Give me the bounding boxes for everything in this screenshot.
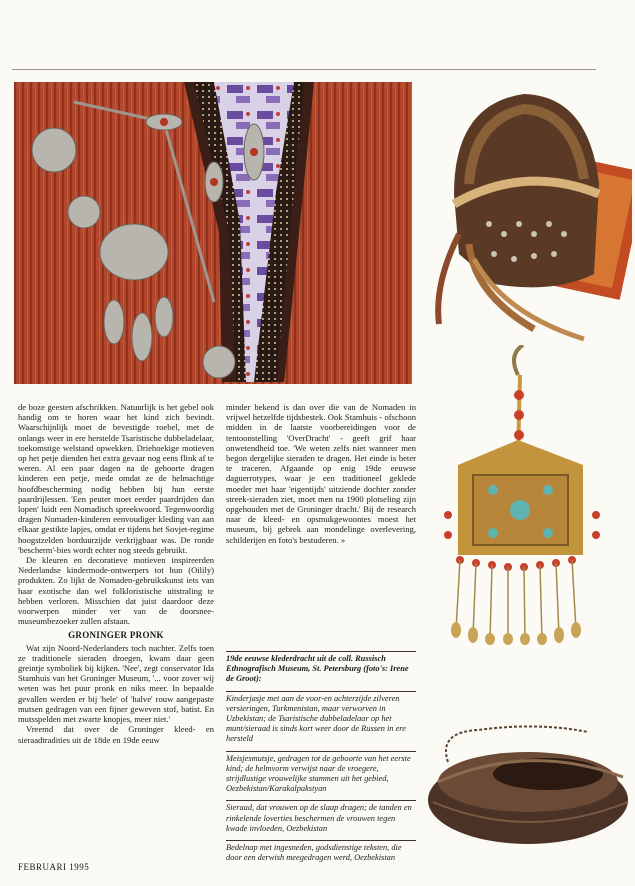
paragraph: minder bekend is dan over die van de Nomaden in vrijwel hetzelfde tijdsbestek. Ook Stamhuis - ofschoon midden in de laatste voorbereidingen voor de tentoonstelling 'OverDracht' - geeft grif haar onwetendheid toe. 'We weten zelfs niet wanneer men begon dergelijke sieraden te dragen. Het einde is beter te traceren. Afgaande op enig 19de eeuwse daguerrotypes, waar je een traditioneel geklede moeder met haar 'eigentijds' uitziende dochter zonder streek-sieraden ziet, moet men na 1900 plotseling zijn opgehouden met de Groninger dracht.' Bij de research naar de kleed- en opsmukgewoontes moest het museum, bij gebrek aan mondelinge overlevering, schilderijen en foto's bestuderen. » bbox=[226, 402, 416, 545]
article-column-middle bbox=[226, 402, 416, 545]
caption-credit: 19de eeuwse klederdracht uit de coll. Russisch Ethnografisch Museum, St. Petersburg (foto's: Irene de Groot): bbox=[226, 651, 416, 685]
caption-robe: Kinderjasje met aan de voor-en achterzijde zilveren versieringen, Turkmenistan, maar verworven in Uzbekistan; de Tsaristische dubbeladelaar op het munt/sieraad is sinds kort weer door de Russen in ere hersteld bbox=[226, 691, 416, 745]
article-column-left bbox=[18, 402, 214, 745]
top-rule bbox=[12, 69, 596, 70]
paragraph: Wat zijn Noord-Nederlanders toch nuchter. Zelfs toen ze traditionele sieraden droegen, kwam daar geen greintje symboliek bij kijken. 'Nee', zegt conservator Ida Stamhuis van het Groninger Museum, '... voor zover wij weten was het puur pronk en niks meer. In bepaalde gevallen werden er bij 'hele' of 'halve' rouw aangepaste mutsen gedragen van een fijner geweven stof, batist. En mutsspelden met zwarte knopjes, meer niet.' bbox=[18, 642, 214, 725]
section-heading: GRONINGER PRONK bbox=[68, 630, 164, 641]
caption-bowl: Bedelnap met ingesneden, godsdienstige teksten, die door een derwish meegedragen werd, Oezbekistan bbox=[226, 840, 416, 863]
photo-girls-cap bbox=[414, 84, 632, 344]
paragraph: De kleuren en decoratieve motieven inspireerden Nederlandse kindermode-ontwerpers tot hun (Oilily) produkten. Zo lijkt de Nomaden-gebruikskunst iets van haar exotische dan wel folkloristische uitstraling te hebben verloren. Misschien dat juist daardoor deze voorwerpen minder ver van de doorsnee-museumbezoeker zullen afstaan. bbox=[18, 555, 214, 627]
page-footer: FEBRUARI 1995 bbox=[18, 862, 90, 872]
caption-cap: Meisjesmutsje, gedragen tot de geboorte van het eerste kind; de helmvorm verwijst naar de vroegere, strijdlustige vrouwelijke stammen uit het gebied, Oezbekistan/Karakalpakstyan bbox=[226, 751, 416, 795]
caption-pendant: Sieraad, dat vrouwen op de slaap dragen; de tanden en rinkelende loverties beschermen de vrouwen tegen kwade invloeden, Oezbekistan bbox=[226, 800, 416, 834]
photo-begging-bowl bbox=[418, 722, 634, 850]
photo-temple-pendant bbox=[418, 345, 632, 645]
photo-child-robe bbox=[14, 82, 412, 384]
paragraph: de boze geesten afschrikken. Natuurlijk is het gebel ook handig om te horen waar het kind zich bevindt. Waarschijnlijk moet de bevestigde roebel, met de onlangs weer in ere herstelde Tsaristische dubbeladelaar, toekomstige welstand opwekken. Driehoekige motieven op het petje dienden het extra gevaar nog eens flink af te weren. Al een paar dagen na de geboorte dragen kinderen een petje, mede omdat ze de helmachtige hoofdbescherming nodig hebben bij hun eerste paardrijlessen. 'Een peuter moet eerder paardrijden dan lopen' luidt een Nomadisch spreekwoord. Tegenwoordig dragen Nomaden-kinderen eenvoudiger kleding van aan elkaar gestikte lapjes, omdat er tijdens het Sovjet-regime hoogstzelden borduurzijde verkrijgbaar was. De ronde 'bescherm'-bies wordt echter nog steeds gebruikt. bbox=[18, 402, 214, 555]
photo-captions bbox=[226, 651, 416, 869]
paragraph: Vreemd dat over de Groninger kleed- en sieraadtradities uit de 18de en 19de eeuw bbox=[18, 724, 214, 745]
